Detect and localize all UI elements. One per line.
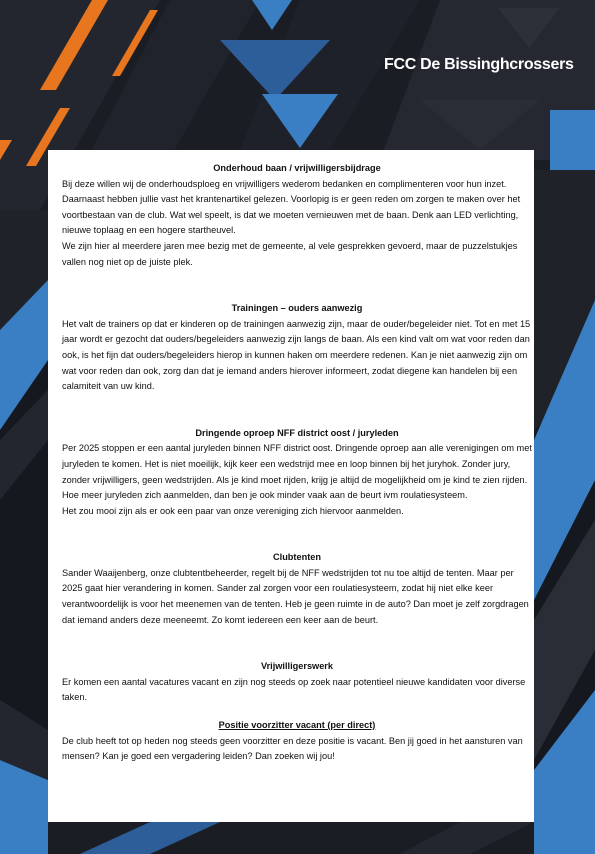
section-jury bbox=[62, 426, 532, 520]
paragraph: Het zou mooi zijn als er ook een paar van onze vereniging zich hiervoor aanmelden. bbox=[62, 505, 404, 516]
section-title: Trainingen – ouders aanwezig bbox=[231, 303, 363, 314]
section-club-tents bbox=[62, 550, 532, 628]
section-title: Dringende oproep NFF district oost / juryleden bbox=[195, 427, 399, 438]
paragraph: Het valt de trainers op dat er kinderen op de trainingen aanwezig zijn, maar de ouder/begeleider niet. Tot en met 15 jaar wordt er gezocht dat ouders/begeleiders aanwezig zijn langs de baan. Als een kind valt om wat voor reden dan ook, is het fijn dat ouders/begeleiders hierop in kunnen haken om meerdere redenen. Kan je niet aanwezig zijn om wat voor reden dan ook, zorg dan dat je iemand anders hierover informeert, zodat diegene kan handelen bij een calamiteit van uw kind. bbox=[62, 318, 531, 392]
paragraph: De club heeft tot op heden nog steeds geen voorzitter en deze positie is vacant. Ben jij goed in het aansturen van mensen? Kan je goed een vergadering leiden? Dan zoeken wij jou! bbox=[62, 735, 523, 762]
spacer bbox=[62, 628, 532, 659]
section-title: Onderhoud baan / vrijwilligersbijdrage bbox=[213, 163, 381, 173]
section-title: Clubtenten bbox=[273, 552, 321, 563]
section-trainings bbox=[62, 301, 532, 395]
section-title: Vrijwilligerswerk bbox=[260, 661, 333, 672]
paragraph: Daarnaast hebben jullie vast het krantenartikel gelezen. Voorlopig is er geen reden om zorgen te maken over het voortbestaan van de club. Wat wel speelt, is dat we moeten vernieuwen met de baan. Denk aan LED verlichting, nieuwe toplaag en een hogere startheuvel. bbox=[62, 194, 521, 236]
spacer bbox=[62, 519, 532, 550]
newsletter-body bbox=[62, 161, 532, 765]
subsection-title: Positie voorzitter vacant (per direct) bbox=[218, 720, 376, 731]
paragraph: Er komen een aantal vacatures vacant en zijn nog steeds op zoek naar potentieel nieuwe kandidaten voor diverse taken. bbox=[62, 676, 526, 703]
paragraph: Bij deze willen wij de onderhoudsploeg en vrijwilligers wederom bedanken en complimenteren voor hun inzet. bbox=[62, 178, 507, 189]
paragraph: Per 2025 stoppen er een aantal juryleden binnen NFF district oost. Dringende oproep aan alle verenigingen om met juryleden te komen. Het is niet moeilijk, kijk keer een wedstrijd mee en loop binnen bij het juryhok. Zonder jury, zonder vrijwilligers, geen wedstrijden. Als je kind moet rijden, krijg je altijd de mogelijkheid om je kind te zien rijden. Hoe meer juryleden zich aanmelden, dan ben je ook minder vaak aan de beurt ivm roulatiesysteem. bbox=[62, 443, 532, 501]
spacer bbox=[62, 395, 532, 426]
section-maintenance bbox=[62, 161, 532, 270]
spacer bbox=[62, 706, 532, 718]
paragraph: Sander Waaijenberg, onze clubtentbeheerder, regelt bij de NFF wedstrijden tot nu toe altijd de tenten. Maar per 2025 gaat hier verandering in komen. Sander zal zorgen voor een roulatiesysteem, zodat hij niet elke keer verantwoordelijk is voor het meenemen van de tenten. Heb je geen ruimte in de auto? Dan moet je zelf zorgdragen dat iemand anders deze meeneemt. Zo komt iedereen een keer aan de beurt. bbox=[62, 567, 529, 625]
paragraph: We zijn hier al meerdere jaren mee bezig met de gemeente, al vele gesprekken gevoerd, maar de puzzelstukjes vallen nog niet op de juiste plek. bbox=[62, 240, 518, 267]
section-volunteer-work bbox=[62, 659, 532, 765]
spacer bbox=[62, 270, 532, 301]
club-logo: FCC De Bissinghcrossers bbox=[384, 56, 574, 73]
